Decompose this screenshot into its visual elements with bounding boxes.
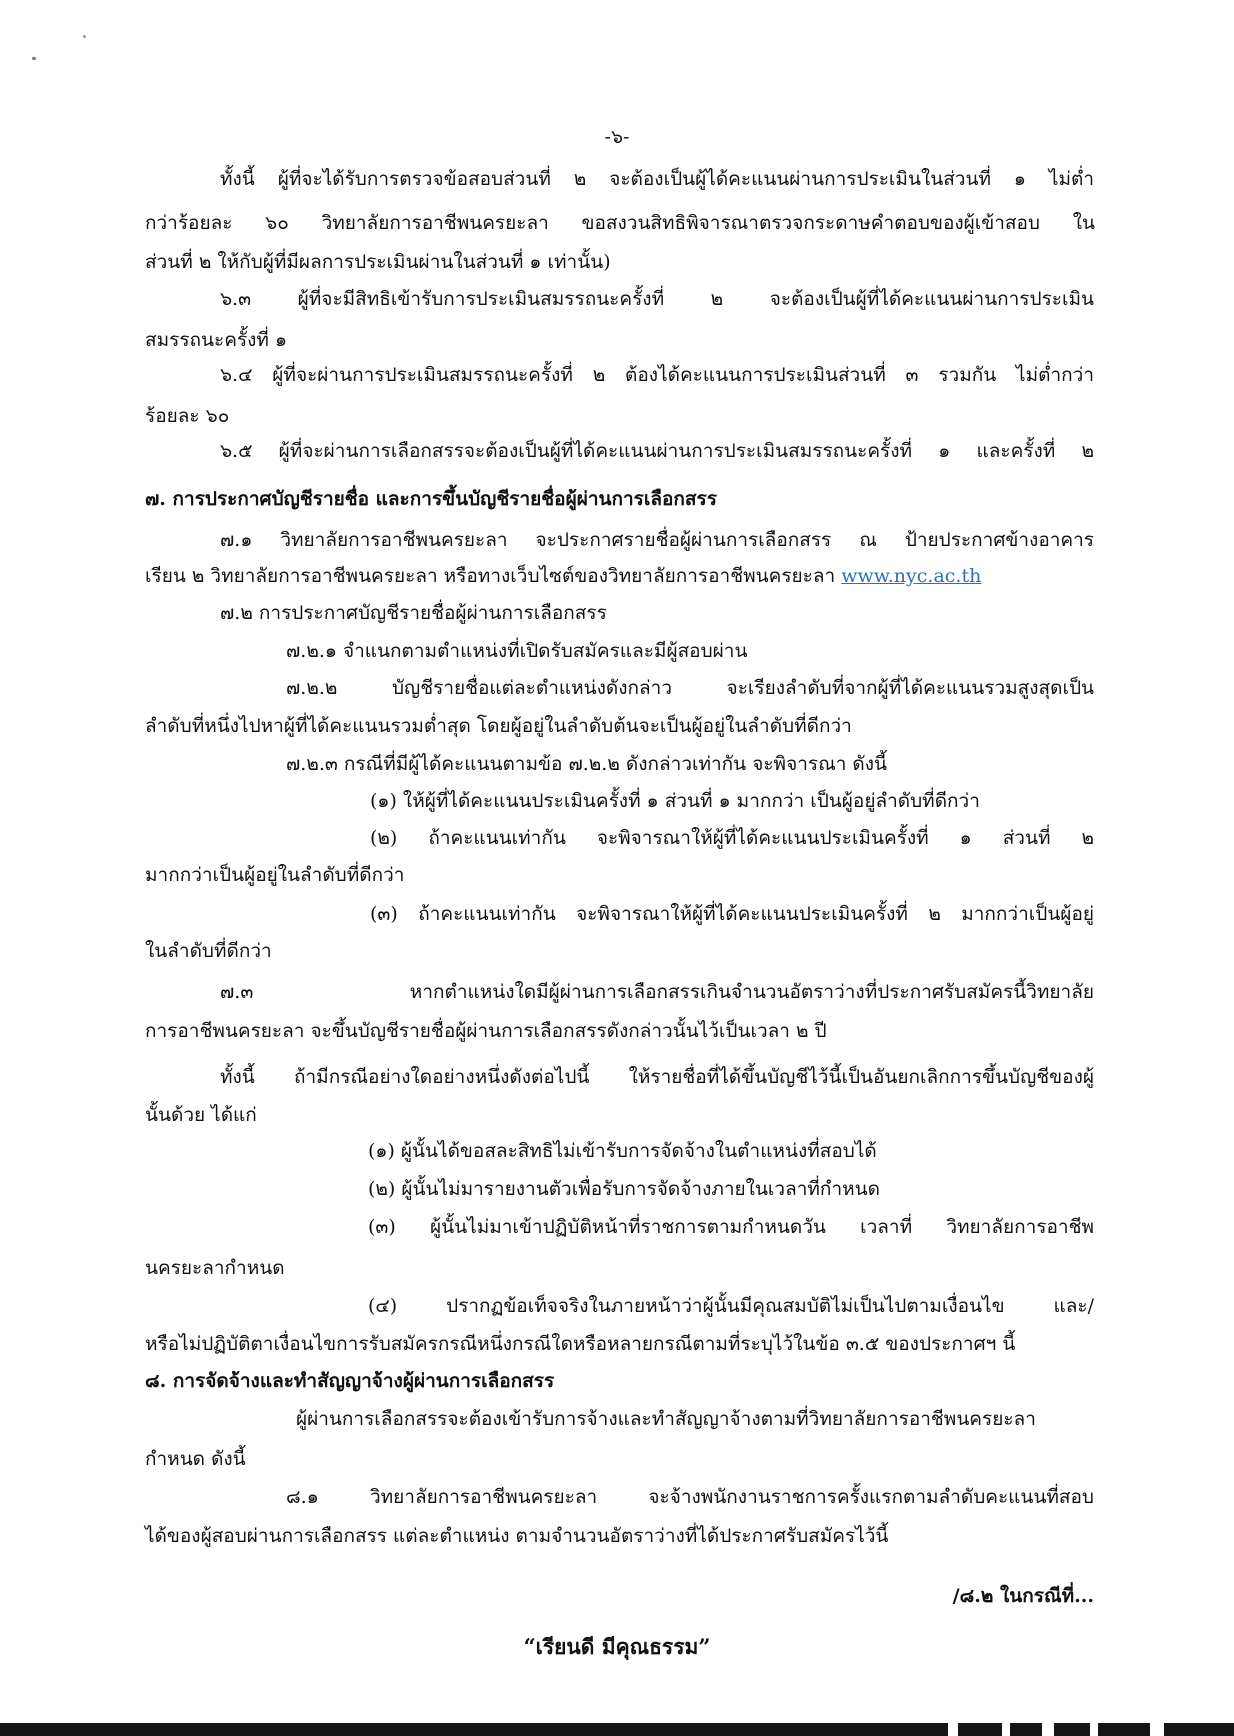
paragraph-line: (๑) ให้ผู้ที่ได้คะแนนประเมินครั้งที่ ๑ ส่วนที่ ๑ มากกว่า เป็นผู้อยู่ลำดับที่ดีกว่า xyxy=(370,790,980,812)
scan-speck xyxy=(83,35,86,38)
scan-speck xyxy=(32,57,36,60)
paragraph-line: (๓) ถ้าคะแนนเท่ากัน จะพิจารณาให้ผู้ที่ได้คะแนนประเมินครั้งที่ ๒ มากกว่าเป็นผู้อยู่ xyxy=(370,903,1094,925)
paragraph-line: ทั้งนี้ ผู้ที่จะได้รับการตรวจข้อสอบส่วนที่ ๒ จะต้องเป็นผู้ได้คะแนนผ่านการประเมินในส่วนที่ ๑ ไม่ต่ำ xyxy=(220,168,1094,190)
paragraph-line: ลำดับที่หนึ่งไปหาผู้ที่ได้คะแนนรวมต่ำสุด โดยผู้อยู่ในลำดับต้นจะเป็นผู้อยู่ในลำดับที่ดีกว่า xyxy=(145,715,852,737)
paragraph-line: ๗.๒.๑ จำแนกตามตำแหน่งที่เปิดรับสมัครและมีผู้สอบผ่าน xyxy=(286,640,748,662)
paragraph-line: กำหนด ดังนี้ xyxy=(145,1448,246,1470)
scan-border xyxy=(0,1723,1234,1736)
list-item: (๓) ผู้นั้นไม่มาเข้าปฏิบัติหน้าที่ราชการตามกำหนดวัน เวลาที่ วิทยาลัยการอาชีพ xyxy=(368,1216,1094,1238)
paragraph-line: มากกว่าเป็นผู้อยู่ในลำดับที่ดีกว่า xyxy=(145,864,405,886)
list-item: (๑) ผู้นั้นได้ขอสละสิทธิไม่เข้ารับการจัดจ้างในตำแหน่งที่สอบได้ xyxy=(368,1140,877,1162)
paragraph-line: ผู้ผ่านการเลือกสรรจะต้องเข้ารับการจ้างและทำสัญญาจ้างตามที่วิทยาลัยการอาชีพนครยะลา xyxy=(296,1408,1036,1430)
section-heading-7: ๗. การประกาศบัญชีรายชื่อ และการขึ้นบัญชีรายชื่อผู้ผ่านการเลือกสรร xyxy=(145,488,717,510)
website-link[interactable]: www.nyc.ac.th xyxy=(841,565,982,587)
paragraph-line xyxy=(145,567,981,586)
paragraph-line: นครยะลากำหนด xyxy=(145,1257,285,1279)
paragraph-line: ๖.๔ ผู้ที่จะผ่านการประเมินสมรรถนะครั้งที่ ๒ ต้องได้คะแนนการประเมินส่วนที่ ๓ รวมกัน ไม่ต่ำกว่า xyxy=(220,364,1094,386)
paragraph-line: การอาชีพนครยะลา จะขึ้นบัญชีรายชื่อผู้ผ่านการเลือกสรรดังกล่าวนั้นไว้เป็นเวลา ๒ ปี xyxy=(145,1020,827,1042)
paragraph-line: ๘.๑ วิทยาลัยการอาชีพนครยะลา จะจ้างพนักงานราชการครั้งแรกตามลำดับคะแนนที่สอบ xyxy=(286,1486,1094,1508)
paragraph-line: ๗.๒.๒ บัญชีรายชื่อแต่ละตำแหน่งดังกล่าว จะเรียงลำดับที่จากผู้ที่ได้คะแนนรวมสูงสุดเป็น xyxy=(286,677,1094,699)
paragraph-line: ๗.๒ การประกาศบัญชีรายชื่อผู้ผ่านการเลือกสรร xyxy=(220,602,607,624)
paragraph-line: ส่วนที่ ๒ ให้กับผู้ที่มีผลการประเมินผ่านในส่วนที่ ๑ เท่านั้น) xyxy=(145,251,611,273)
paragraph-line: ๗.๓ หากตำแหน่งใดมีผู้ผ่านการเลือกสรรเกินจำนวนอัตราว่างที่ประกาศรับสมัครนี้วิทยาลัย xyxy=(220,981,1094,1003)
section-heading-8: ๘. การจัดจ้างและทำสัญญาจ้างผู้ผ่านการเลือกสรร xyxy=(145,1370,555,1392)
paragraph-line: ได้ของผู้สอบผ่านการเลือกสรร แต่ละตำแหน่ง ตามจำนวนอัตราว่างที่ได้ประกาศรับสมัครไว้นี้ xyxy=(145,1525,889,1547)
paragraph-line: ร้อยละ ๖๐ xyxy=(145,405,230,427)
paragraph-line: กว่าร้อยละ ๖๐ วิทยาลัยการอาชีพนครยะลา ขอสงวนสิทธิพิจารณาตรวจกระดาษคำตอบของผู้เข้าสอบ ใน xyxy=(145,212,1095,234)
paragraph-line: นั้นด้วย ได้แก่ xyxy=(145,1104,257,1126)
paragraph-line: ทั้งนี้ ถ้ามีกรณีอย่างใดอย่างหนึ่งดังต่อไปนี้ ให้รายชื่อที่ได้ขึ้นบัญชีไว้นี้เป็นอันยกเลิกการขึ้นบัญชีของผู้ xyxy=(220,1066,1094,1088)
paragraph-line: สมรรถนะครั้งที่ ๑ xyxy=(145,329,288,351)
paragraph-line: ๗.๑ วิทยาลัยการอาชีพนครยะลา จะประกาศรายชื่อผู้ผ่านการเลือกสรร ณ ป้ายประกาศข้างอาคาร xyxy=(220,529,1094,551)
page-number: -๖- xyxy=(604,126,630,148)
paragraph-text: เรียน ๒ วิทยาลัยการอาชีพนครยะลา หรือทางเว็บไซต์ของวิทยาลัยการอาชีพนครยะลา xyxy=(145,565,836,587)
paragraph-line: ๗.๒.๓ กรณีที่มีผู้ได้คะแนนตามข้อ ๗.๒.๒ ดังกล่าวเท่ากัน จะพิจารณา ดังนี้ xyxy=(286,753,888,775)
paragraph-line: (๒) ถ้าคะแนนเท่ากัน จะพิจารณาให้ผู้ที่ได้คะแนนประเมินครั้งที่ ๑ ส่วนที่ ๒ xyxy=(370,827,1094,849)
list-item: (๔) ปรากฏข้อเท็จจริงในภายหน้าว่าผู้นั้นมีคุณสมบัติไม่เป็นไปตามเงื่อนไข และ/ xyxy=(368,1295,1094,1317)
paragraph-line: ๖.๓ ผู้ที่จะมีสิทธิเข้ารับการประเมินสมรรถนะครั้งที่ ๒ จะต้องเป็นผู้ที่ได้คะแนนผ่านการประเมิน xyxy=(220,288,1094,310)
motto: “เรียนดี มีคุณธรรม” xyxy=(523,1634,711,1659)
paragraph-line: หรือไม่ปฏิบัติตาเงื่อนไขการรับสมัครกรณีหนึ่งกรณีใดหรือหลายกรณีตามที่ระบุไว้ในข้อ ๓.๕ ของประกาศฯ นี้ xyxy=(145,1333,1016,1355)
paragraph-line: ในลำดับที่ดีกว่า xyxy=(145,940,272,962)
list-item: (๒) ผู้นั้นไม่มารายงานตัวเพื่อรับการจัดจ้างภายในเวลาที่กำหนด xyxy=(368,1178,880,1200)
paragraph-line: ๖.๕ ผู้ที่จะผ่านการเลือกสรรจะต้องเป็นผู้ที่ได้คะแนนผ่านการประเมินสมรรถนะครั้งที่ ๑ และครั้งที่ ๒ xyxy=(220,440,1094,462)
continuation-note: /๘.๒ ในกรณีที่... xyxy=(952,1585,1094,1607)
